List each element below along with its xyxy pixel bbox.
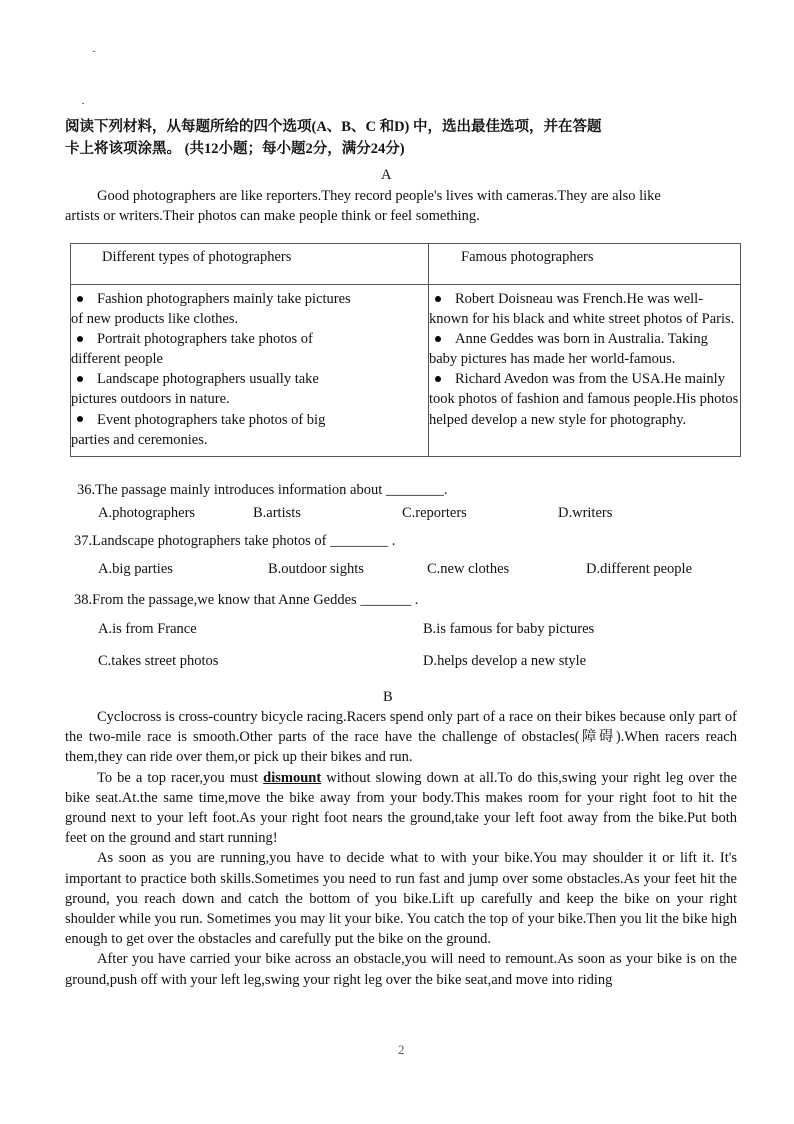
table-item-doisneau-cont: known for his black and white street photos of Paris. [429, 311, 735, 328]
question-37-option-b[interactable]: B.outdoor sights [268, 561, 364, 577]
table-cell-types [71, 285, 429, 457]
section-a-heading: A [381, 167, 392, 183]
question-36-option-b[interactable]: B.artists [253, 505, 301, 521]
table-item-fashion: Fashion photographers mainly take pictures [71, 289, 428, 309]
passage-paragraph-3: As soon as you are running,you have to decide what to with your bike.You may shoulder it or lift it. It's important to practice both skills.Sometimes you need to run fast and jump over some obstacles.As your feet hit the ground, you reach down and catch the bottom of you bike.Lift up carefully and keep the bike on your right shoulder while you run. Sometimes you may lit your bike. You catch the top of your bike.Then you lit the bike high enough to get over the obstacles and carefully put the bike on the ground. [65, 850, 737, 948]
instructions-line-1: 阅读下列材料，从每题所给的四个选项(A、B、C 和D) 中，选出最佳选项，并在答题 [65, 119, 602, 135]
page-number: 2 [398, 1042, 405, 1057]
question-38-option-b[interactable]: B.is famous for baby pictures [423, 621, 595, 637]
section-b-heading: B [383, 689, 393, 705]
table-header-famous: Famous photographers [429, 244, 741, 285]
scan-speck [82, 103, 84, 104]
section-a-intro-line-1: Good photographers are like reporters.They record people's lives with cameras.They are also like [97, 188, 661, 204]
passage-paragraph-1: Cyclocross is cross-country bicycle racing.Racers spend only part of a race on their bikes because only part of the two-mile race is smooth.Other parts of the race have the challenge of obstacles(障碍).When racers reach them,they can ride over them,or pick up their bikes and run. [65, 709, 737, 766]
question-38-option-a[interactable]: A.is from France [98, 621, 197, 637]
table-item-avedon: Richard Avedon was from the USA.He mainly [429, 369, 740, 389]
table-item-fashion-cont: of new products like clothes. [71, 311, 239, 328]
bullet-icon [77, 336, 83, 342]
scan-speck [93, 51, 95, 52]
table-item-doisneau: Robert Doisneau was French.He was well- [429, 289, 740, 309]
instructions-line-2: 卡上将该项涂黑。 (共12小题；每小题2分，满分24分) [65, 141, 405, 157]
section-b-passage [65, 707, 737, 990]
table-item-geddes: Anne Geddes was born in Australia. Taking [429, 329, 740, 349]
table-item-geddes-cont: baby pictures has made her world-famous. [429, 351, 676, 368]
table-item-landscape-cont: pictures outdoors in nature. [71, 391, 230, 408]
table-header-types: Different types of photographers [71, 244, 429, 285]
question-36-option-c[interactable]: C.reporters [402, 505, 467, 521]
bullet-icon [435, 376, 441, 382]
bullet-icon [435, 336, 441, 342]
table-item-landscape: Landscape photographers usually take [71, 369, 428, 389]
question-36-option-a[interactable]: A.photographers [98, 505, 196, 521]
table-item-avedon-cont: took photos of fashion and famous people.His photos [429, 391, 739, 408]
question-36-stem: 36.The passage mainly introduces information about ________. [77, 482, 448, 498]
table-item-event: Event photographers take photos of big [71, 410, 428, 430]
question-37-option-a[interactable]: A.big parties [98, 561, 173, 577]
table-item-avedon-cont-2: helped develop a new style for photography. [429, 411, 687, 428]
keyword-dismount: dismount [263, 769, 322, 786]
section-a-intro-line-2: artists or writers.Their photos can make people think or feel something. [65, 208, 480, 224]
bullet-icon [77, 296, 83, 302]
photographers-table [70, 243, 741, 457]
question-37-stem: 37.Landscape photographers take photos of ________ . [74, 533, 396, 549]
table-item-portrait-cont: different people [71, 351, 163, 368]
table-cell-famous [429, 285, 741, 457]
question-38-option-c[interactable]: C.takes street photos [98, 653, 219, 669]
question-38-option-d[interactable]: D.helps develop a new style [423, 653, 587, 669]
bullet-icon [77, 376, 83, 382]
question-36-option-d[interactable]: D.writers [558, 505, 613, 521]
table-item-portrait: Portrait photographers take photos of [71, 329, 428, 349]
bullet-icon [435, 296, 441, 302]
table-item-event-cont: parties and ceremonies. [71, 431, 208, 448]
question-37-option-c[interactable]: C.new clothes [427, 561, 510, 577]
bullet-icon [77, 416, 83, 422]
passage-paragraph-4: After you have carried your bike across an obstacle,you will need to remount.As soon as your bike is on the ground,push off with your left leg,swing your right leg over the bike seat,and move into riding [65, 951, 737, 988]
question-38-stem: 38.From the passage,we know that Anne Geddes _______ . [74, 592, 419, 608]
passage-paragraph-2: To be a top racer,you must dismount without slowing down at all.To do this,swing your right leg over the bike seat.At.the same time,move the bike away from your body.This makes room for your right foot to hit the ground next to your left foot.As your right foot nears the ground,take your left foot away from the bike.Put both feet on the ground and start running! [65, 769, 737, 847]
question-37-option-d[interactable]: D.different people [586, 561, 693, 577]
